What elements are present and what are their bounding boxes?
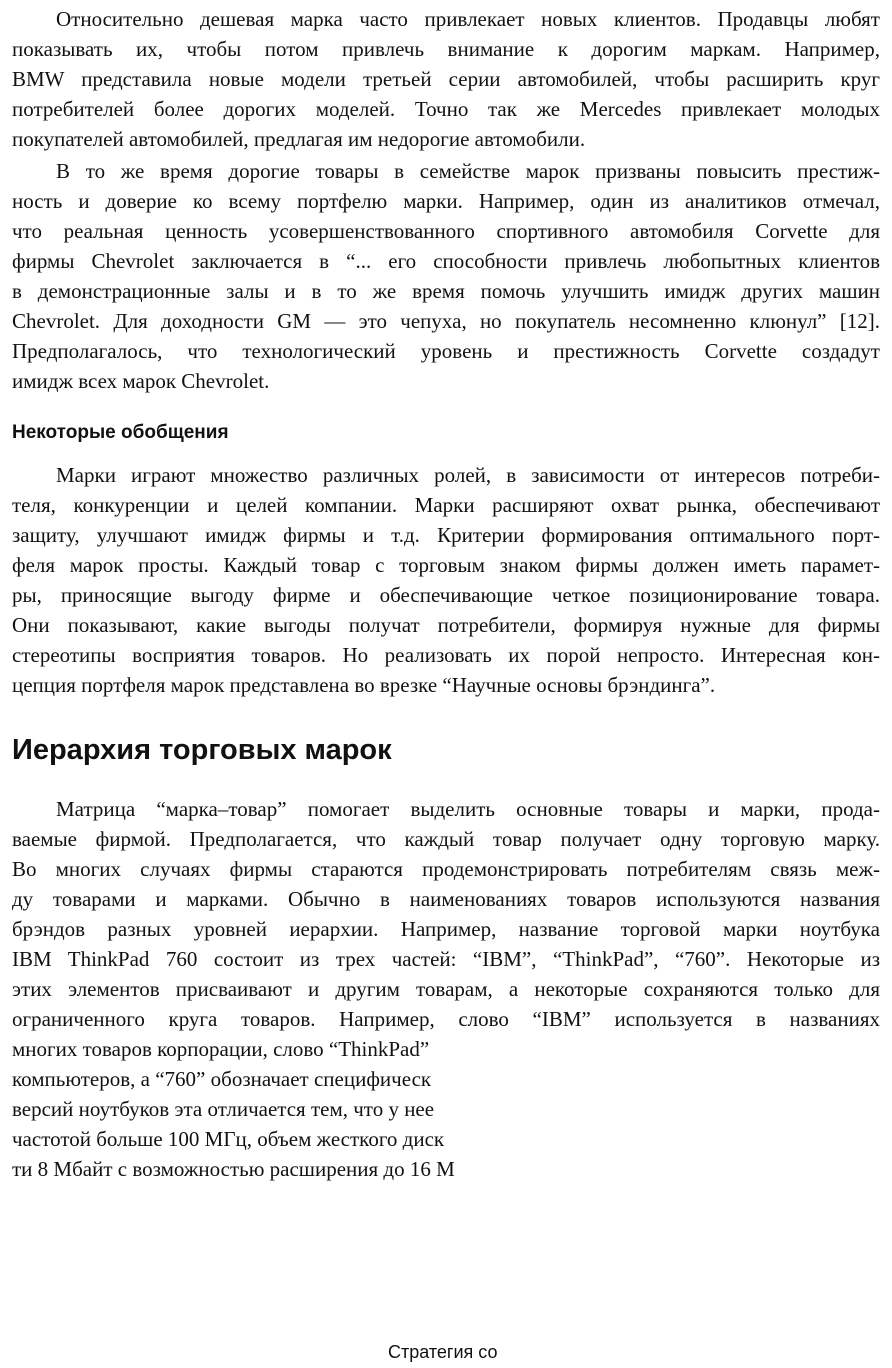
section-subheading: Некоторые обобщения: [12, 422, 229, 443]
text-line: покупателей автомобилей, предлагая им недорогие автомобили.: [12, 127, 586, 151]
text-line: в демонстрационные залы и в то же время помочь улучшить имидж других машин: [12, 279, 880, 303]
text-line: В то же время дорогие товары в семействе марок призваны повысить престиж-: [56, 159, 880, 183]
text-line: BMW представила новые модели третьей серии автомобилей, чтобы расширить круг: [12, 67, 880, 91]
text-line: стереотипы восприятия товаров. Но реализовать их порой непросто. Интересная кон-: [12, 643, 880, 667]
text-line: Chevrolet. Для доходности GM — это чепуха, но покупатель несомненно клюнул” [12].: [12, 309, 880, 333]
text-line: Матрица “марка–товар” помогает выделить основные товары и марки, прода-: [56, 797, 880, 821]
text-line: цепция портфеля марок представлена во врезке “Научные основы брэндинга”.: [12, 673, 716, 697]
section-heading: Иерархия торговых марок: [12, 734, 392, 766]
text-line: фирмы Chevrolet заключается в “... его способности привлечь любопытных клиентов: [12, 249, 880, 273]
page-footer: Стратегия со: [388, 1342, 498, 1362]
text-line: что реальная ценность усовершенствованного спортивного автомобиля Corvette для: [12, 219, 880, 243]
text-line-clipped: ограниченного круга товаров. Например, слово “IBM” используется в названиях: [12, 1007, 880, 1031]
text-line: показывать их, чтобы потом привлечь внимание к дорогим маркам. Например,: [12, 37, 880, 61]
text-line: ти 8 Мбайт с возможностью расширения до 16 М: [12, 1157, 455, 1181]
text-line: Марки играют множество различных ролей, в зависимости от интересов потреби-: [56, 463, 880, 487]
text-line: ры, приносящие выгоду фирме и обеспечивающие четкое позиционирование товара.: [12, 583, 880, 607]
text-line: потребителей более дорогих моделей. Точно так же Mercedes привлекает молодых: [12, 97, 880, 121]
text-line: ваемые фирмой. Предполагается, что каждый товар получает одну торговую марку.: [12, 827, 880, 851]
text-line: брэндов разных уровней иерархии. Например, название торговой марки ноутбука: [12, 917, 880, 941]
text-line: феля марок просты. Каждый товар с торговым знаком фирмы должен иметь парамет-: [12, 553, 880, 577]
text-line: этих элементов присваивают и другим товарам, а некоторые сохраняются только для: [12, 977, 880, 1001]
text-line: Предполагалось, что технологический уровень и престижность Corvette создадут: [12, 339, 880, 363]
text-line: ность и доверие ко всему портфелю марки. Например, один из аналитиков отмечал,: [12, 189, 880, 213]
text-line: Относительно дешевая марка часто привлекает новых клиентов. Продавцы любят: [56, 7, 880, 31]
text-line: IBM ThinkPad 760 состоит из трех частей: “IBM”, “ThinkPad”, “760”. Некоторые из: [12, 947, 880, 971]
text-line: версий ноутбуков эта отличается тем, что у нее: [12, 1097, 435, 1121]
text-line: теля, конкуренции и целей компании. Марки расширяют охват рынка, обеспечивают: [12, 493, 880, 517]
text-line: Они показывают, какие выгоды получат потребители, формируя нужные для фирмы: [12, 613, 880, 637]
text-line: имидж всех марок Chevrolet.: [12, 369, 270, 393]
text-line: ду товарами и марками. Обычно в наименованиях товаров используются названия: [12, 887, 880, 911]
text-line: многих товаров корпорации, слово “ThinkPad”: [12, 1037, 430, 1061]
text-line: частотой больше 100 МГц, объем жесткого диск: [12, 1127, 445, 1151]
text-line: компьютеров, а “760” обозначает специфическ: [12, 1067, 432, 1091]
text-line: защиту, улучшают имидж фирмы и т.д. Критерии формирования оптимального порт-: [12, 523, 880, 547]
text-line: Во многих случаях фирмы стараются продемонстрировать потребителям связь меж-: [12, 857, 880, 881]
